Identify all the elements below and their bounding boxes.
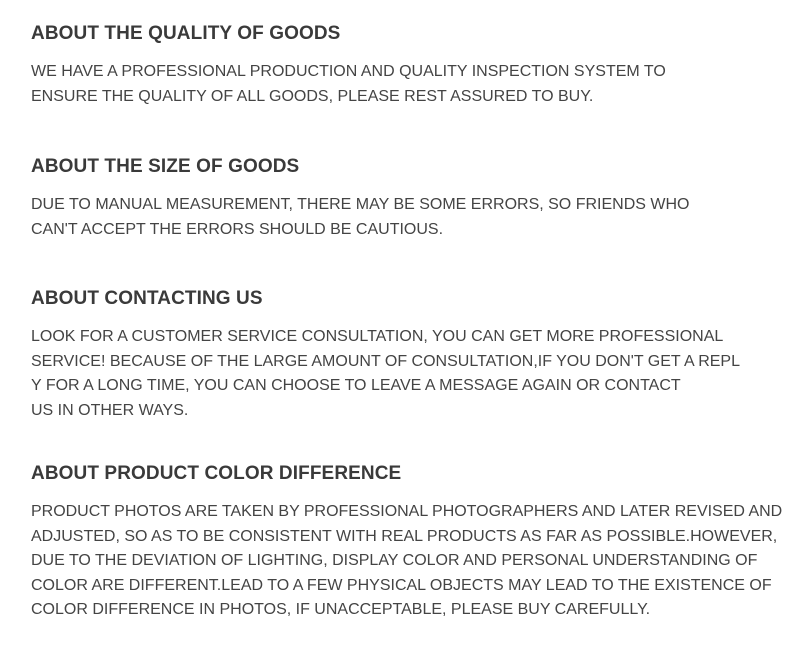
section-body: [31, 60, 771, 109]
section-heading: ABOUT THE QUALITY OF GOODS: [31, 23, 341, 44]
section-heading: ABOUT THE SIZE OF GOODS: [31, 156, 300, 177]
body-line: ADJUSTED, SO AS TO BE CONSISTENT WITH REAL PRODUCTS AS FAR AS POSSIBLE.HOWEVER,: [31, 527, 778, 545]
section-body: [31, 500, 783, 623]
section-heading: ABOUT CONTACTING US: [31, 288, 263, 309]
section-heading: ABOUT PRODUCT COLOR DIFFERENCE: [31, 463, 402, 484]
body-line: LOOK FOR A CUSTOMER SERVICE CONSULTATION, YOU CAN GET MORE PROFESSIONAL: [31, 328, 724, 345]
body-line: PRODUCT PHOTOS ARE TAKEN BY PROFESSIONAL PHOTOGRAPHERS AND LATER REVISED AND: [31, 503, 783, 520]
body-line: WE HAVE A PROFESSIONAL PRODUCTION AND QUALITY INSPECTION SYSTEM TO: [31, 63, 666, 80]
body-line: DUE TO MANUAL MEASUREMENT, THERE MAY BE SOME ERRORS, SO FRIENDS WHO: [31, 196, 690, 213]
body-line: Y FOR A LONG TIME, YOU CAN CHOOSE TO LEAVE A MESSAGE AGAIN OR CONTACT: [31, 377, 681, 395]
body-line: SERVICE! BECAUSE OF THE LARGE AMOUNT OF CONSULTATION,IF YOU DON'T GET A REPL: [31, 352, 740, 370]
body-line: COLOR ARE DIFFERENT.LEAD TO A FEW PHYSICAL OBJECTS MAY LEAD TO THE EXISTENCE OF: [31, 576, 772, 594]
section-size-of-goods: [31, 155, 771, 242]
section-contacting-us: [31, 287, 771, 423]
body-line: DUE TO THE DEVIATION OF LIGHTING, DISPLAY COLOR AND PERSONAL UNDERSTANDING OF: [31, 552, 758, 570]
body-line: COLOR DIFFERENCE IN PHOTOS, IF UNACCEPTABLE, PLEASE BUY CAREFULLY.: [31, 601, 651, 619]
section-body: [31, 193, 771, 242]
section-product-color-difference: [31, 462, 783, 623]
body-line: ENSURE THE QUALITY OF ALL GOODS, PLEASE REST ASSURED TO BUY.: [31, 87, 594, 105]
body-line: CAN'T ACCEPT THE ERRORS SHOULD BE CAUTIOUS.: [31, 220, 444, 238]
section-quality-of-goods: [31, 22, 771, 109]
section-body: [31, 325, 771, 423]
body-line: US IN OTHER WAYS.: [31, 401, 189, 419]
